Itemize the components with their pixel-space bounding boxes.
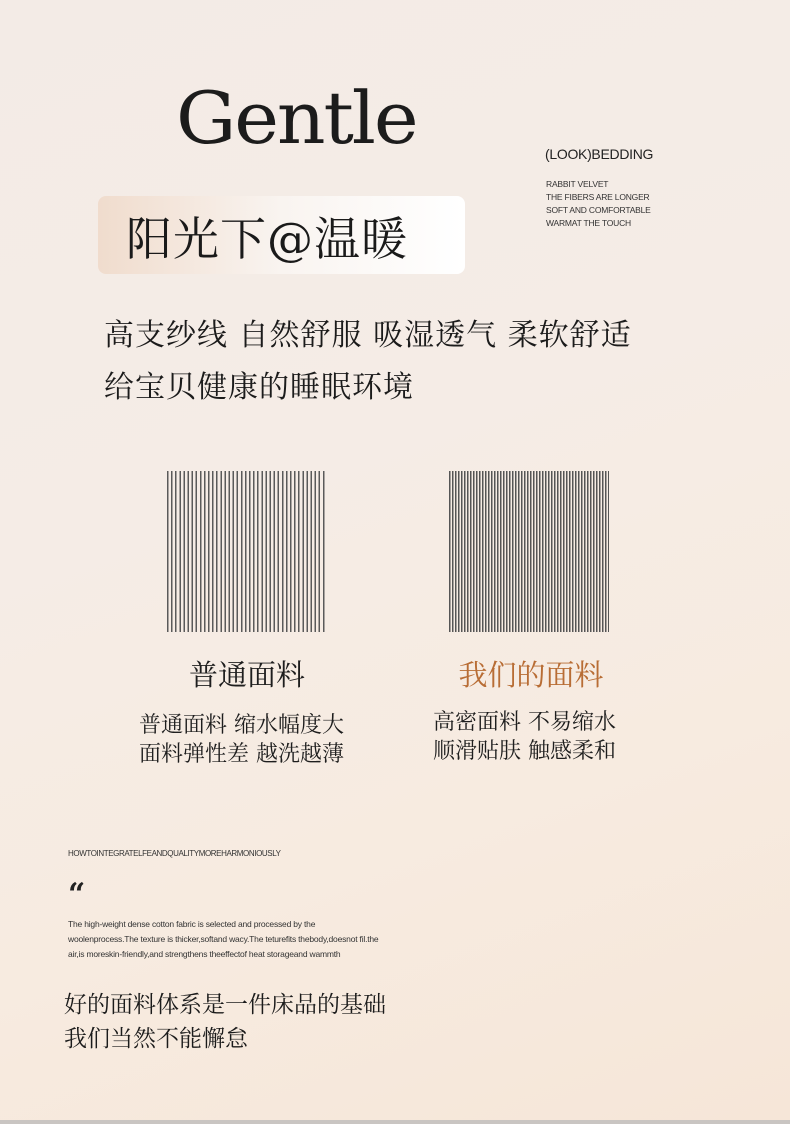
brand-note: THE FIBERS ARE LONGER: [546, 192, 650, 202]
bottom-divider: [0, 1120, 790, 1124]
quote-icon: “: [68, 877, 86, 912]
our-fabric-desc: [433, 708, 616, 766]
headline-line: 给宝贝健康的睡眠环境: [104, 370, 414, 405]
description-paragraph: [68, 917, 448, 962]
headline: [104, 310, 632, 414]
ordinary-fabric-illustration: [167, 471, 327, 632]
our-fabric-title: 我们的面料: [458, 658, 604, 692]
brand-note: RABBIT VELVET: [546, 179, 609, 189]
paragraph-line: The high-weight dense cotton fabric is selected and processed by the: [68, 919, 316, 929]
closing-line: 我们当然不能懈怠: [64, 1026, 248, 1052]
desc-line: 普通面料 缩水幅度大: [139, 713, 344, 738]
slogan-text: 阳光下@温暖: [126, 212, 408, 266]
brand-logo: Gentle: [176, 76, 417, 160]
howto-caption: HOWTOINTEGRATELFEANDQUALITYMOREHARMONIOUSLY: [68, 849, 281, 858]
our-fabric-illustration: [449, 471, 609, 632]
paragraph-line: air,is moreskin-friendly,and strengthens theeffectof heat storageand wammth: [68, 949, 341, 959]
brand-note: WARMAT THE TOUCH: [546, 218, 631, 228]
desc-line: 顺滑贴肤 触感柔和: [433, 739, 616, 764]
slogan-banner: [98, 196, 465, 274]
brand-tag: (LOOK)BEDDING: [545, 146, 654, 162]
ordinary-fabric-desc: [139, 711, 344, 769]
brand-notes: [546, 178, 651, 230]
desc-line: 面料弹性差 越洗越薄: [139, 742, 344, 767]
desc-line: 高密面料 不易缩水: [433, 710, 616, 735]
ordinary-fabric-title: 普通面料: [188, 658, 305, 692]
closing-statement: [64, 988, 386, 1056]
closing-line: 好的面料体系是一件床品的基础: [64, 992, 386, 1018]
brand-note: SOFT AND COMFORTABLE: [546, 205, 651, 215]
paragraph-line: woolenprocess.The texture is thicker,softand wacy.The teturefits thebody,doesnot fil.the: [68, 934, 379, 944]
headline-line: 高支纱线 自然舒服 吸湿透气 柔软舒适: [104, 318, 632, 353]
